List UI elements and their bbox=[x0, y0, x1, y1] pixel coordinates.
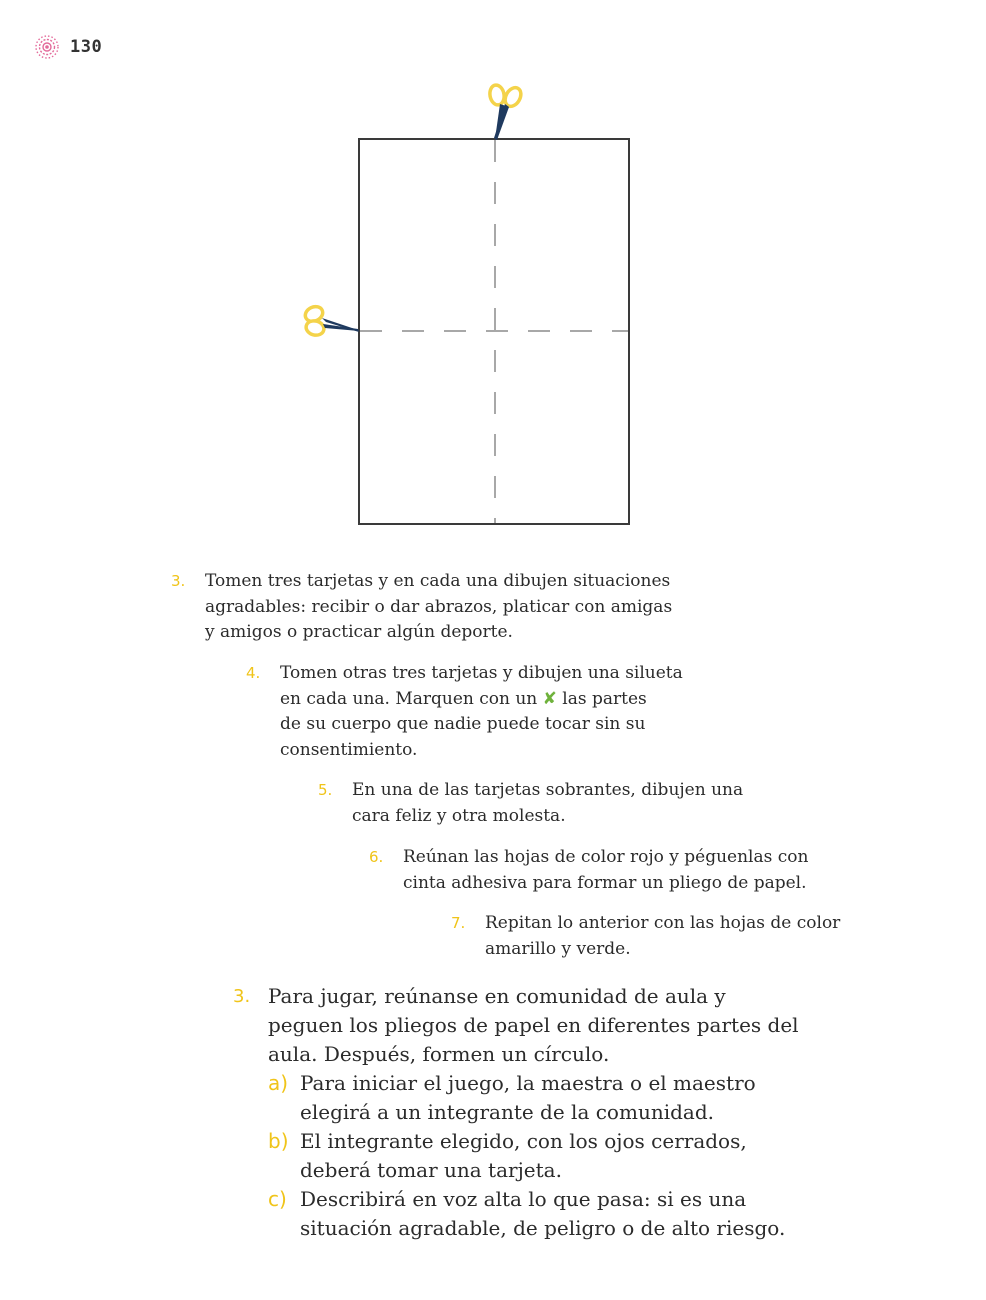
step-text: Repitan lo anterior con las hojas de color amarillo y verde. bbox=[485, 913, 841, 959]
list-item bbox=[246, 661, 746, 763]
sub-item-b bbox=[268, 1127, 873, 1185]
step-number: 7. bbox=[451, 914, 466, 932]
list-item bbox=[171, 569, 731, 646]
main-step-text: Para jugar, reúnanse en comunidad de aula y peguen los pliegos de papel en diferentes partes del aula. Después, formen un círculo. bbox=[268, 984, 799, 1066]
step-number: 4. bbox=[246, 664, 261, 682]
green-x-mark-icon: ✘ bbox=[542, 688, 557, 709]
scissors-top-icon bbox=[488, 84, 524, 140]
scissors-left-icon bbox=[303, 304, 359, 337]
step-text: Tomen otras tres tarjetas y dibujen una silueta en cada una. Marquen con un ✘ las partes de su cuerpo que nadie puede tocar sin su consentimiento. bbox=[280, 663, 683, 760]
step-text: Reúnan las hojas de color rojo y péguenlas con cinta adhesiva para formar un pliego de papel. bbox=[403, 847, 809, 893]
step-number: 6. bbox=[369, 848, 384, 866]
sub-item-letter: c) bbox=[268, 1187, 287, 1211]
step-text: Tomen tres tarjetas y en cada una dibujen situaciones agradables: recibir o dar abrazos, platicar con amigas y amigos o practicar algún deporte. bbox=[205, 571, 673, 642]
page-number: 130 bbox=[70, 37, 103, 57]
sub-item-text: Describirá en voz alta lo que pasa: si es una situación agradable, de peligro o de alto riesgo. bbox=[300, 1187, 786, 1240]
main-step bbox=[233, 982, 873, 1243]
sub-item-a bbox=[268, 1069, 873, 1127]
sub-item-c bbox=[268, 1185, 873, 1243]
sub-item-text: El integrante elegido, con los ojos cerrados, deberá tomar una tarjeta. bbox=[300, 1129, 747, 1182]
list-item bbox=[369, 845, 929, 896]
step-number: 5. bbox=[318, 781, 333, 799]
sub-item-letter: b) bbox=[268, 1129, 289, 1153]
paper-cutting-diagram bbox=[0, 0, 986, 560]
step-number: 3. bbox=[171, 572, 186, 590]
sub-item-letter: a) bbox=[268, 1071, 289, 1095]
sub-item-text: Para iniciar el juego, la maestra o el maestro elegirá a un integrante de la comunidad. bbox=[300, 1071, 756, 1124]
main-step-number: 3. bbox=[233, 986, 251, 1007]
list-item bbox=[318, 778, 818, 829]
step-text: En una de las tarjetas sobrantes, dibujen una cara feliz y otra molesta. bbox=[352, 780, 744, 826]
list-item bbox=[451, 911, 951, 962]
